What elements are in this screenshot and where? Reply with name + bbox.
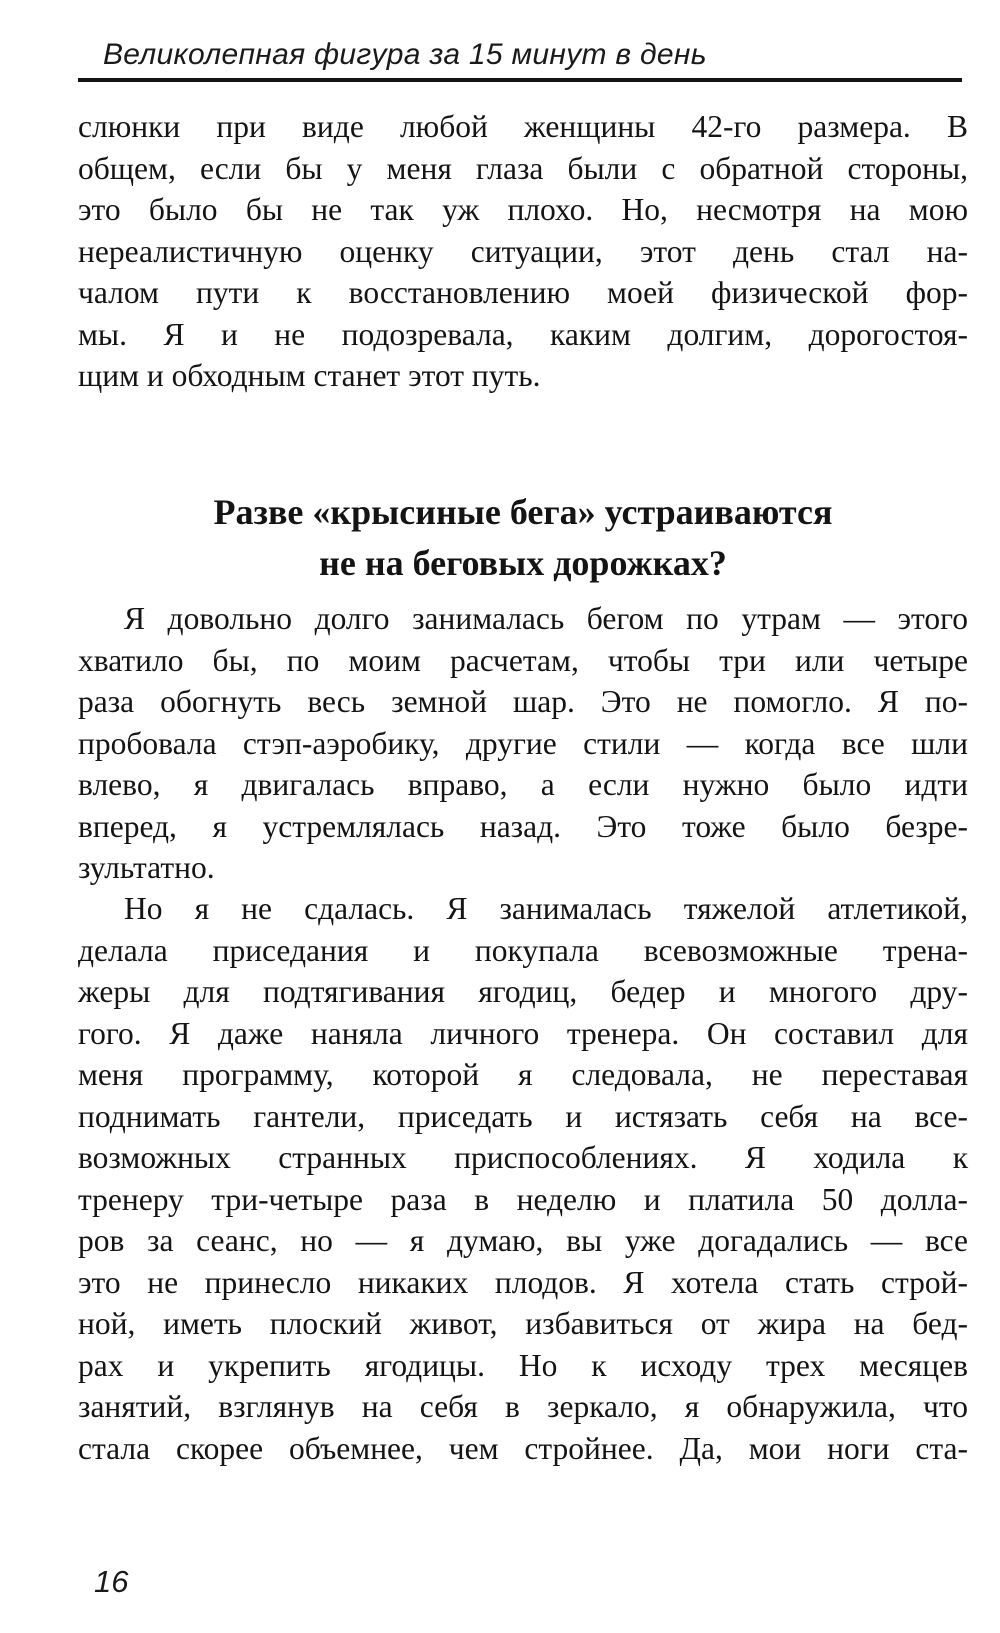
text-line: делала приседания и покупала всевозможные трена- bbox=[78, 932, 968, 968]
text-line: раза обогнуть весь земной шар. Это не помогло. Я по- bbox=[78, 684, 968, 719]
text-line: зультатно. bbox=[78, 850, 215, 885]
text-line: возможных странных приспособлениях. Я ходила к bbox=[78, 1140, 968, 1175]
text-line: меня программу, которой я следовала, не переставая bbox=[78, 1057, 968, 1092]
text-line: ной, иметь плоский живот, избавиться от жира на бед- bbox=[78, 1306, 968, 1341]
text-line: Но я не сдалась. Я занималась тяжелой атлетикой, bbox=[124, 891, 968, 926]
text-line: жеры для подтягивания ягодиц, бедер и многого дру- bbox=[78, 974, 968, 1009]
page-number: 16 bbox=[94, 1564, 129, 1599]
intro-paragraph bbox=[78, 106, 968, 397]
text-line: это не принесло никаких плодов. Я хотела стать строй- bbox=[78, 1264, 968, 1300]
paragraph-2 bbox=[78, 888, 968, 1469]
text-line: это было бы не так уж плохо. Но, несмотря на мою bbox=[78, 192, 968, 227]
text-line: поднимать гантели, приседать и истязать себя на все- bbox=[78, 1098, 968, 1134]
text-line: ров за сеанс, но — я думаю, вы уже догадались — все bbox=[78, 1223, 968, 1258]
text-line: нереалистичную оценку ситуации, этот день стал на- bbox=[78, 233, 968, 269]
text-line: тренеру три-четыре раза в неделю и платила 50 долла- bbox=[78, 1181, 968, 1217]
text-line: пробовала стэп-аэробику, другие стили — когда все шли bbox=[78, 725, 968, 761]
text-line: стала скорее объемнее, чем стройнее. Да, мои ноги ста- bbox=[78, 1430, 968, 1466]
text-line: влево, я двигалась вправо, а если нужно было идти bbox=[78, 767, 968, 802]
text-line: хватило бы, по моим расчетам, чтобы три или четыре bbox=[78, 642, 968, 678]
text-line: Я довольно долго занималась бегом по утрам — этого bbox=[124, 601, 968, 636]
text-line: рах и укрепить ягодицы. Но к исходу трех месяцев bbox=[78, 1347, 968, 1383]
section-heading bbox=[78, 487, 968, 589]
heading-line: не на беговых дорожках? bbox=[319, 543, 727, 583]
text-line: чалом пути к восстановлению моей физической фор- bbox=[78, 275, 968, 310]
running-head: Великолепная фигура за 15 минут в день bbox=[103, 38, 707, 71]
text-line: слюнки при виде любой женщины 42-го размера. В bbox=[78, 109, 968, 144]
header-rule bbox=[78, 78, 962, 82]
text-line: занятий, взглянув на себя в зеркало, я обнаружила, что bbox=[78, 1389, 968, 1424]
text-line: вперед, я устремлялась назад. Это тоже было безре- bbox=[78, 808, 968, 844]
text-line: гого. Я даже наняла личного тренера. Он составил для bbox=[78, 1015, 968, 1051]
text-line: мы. Я и не подозревала, каким долгим, дорогостоя- bbox=[78, 316, 968, 352]
text-line: щим и обходным станет этот путь. bbox=[78, 358, 541, 393]
heading-line: Разве «крысиные бега» устраиваются bbox=[213, 492, 833, 532]
paragraph-1 bbox=[78, 598, 968, 889]
text-line: общем, если бы у меня глаза были с обратной стороны, bbox=[78, 150, 968, 186]
